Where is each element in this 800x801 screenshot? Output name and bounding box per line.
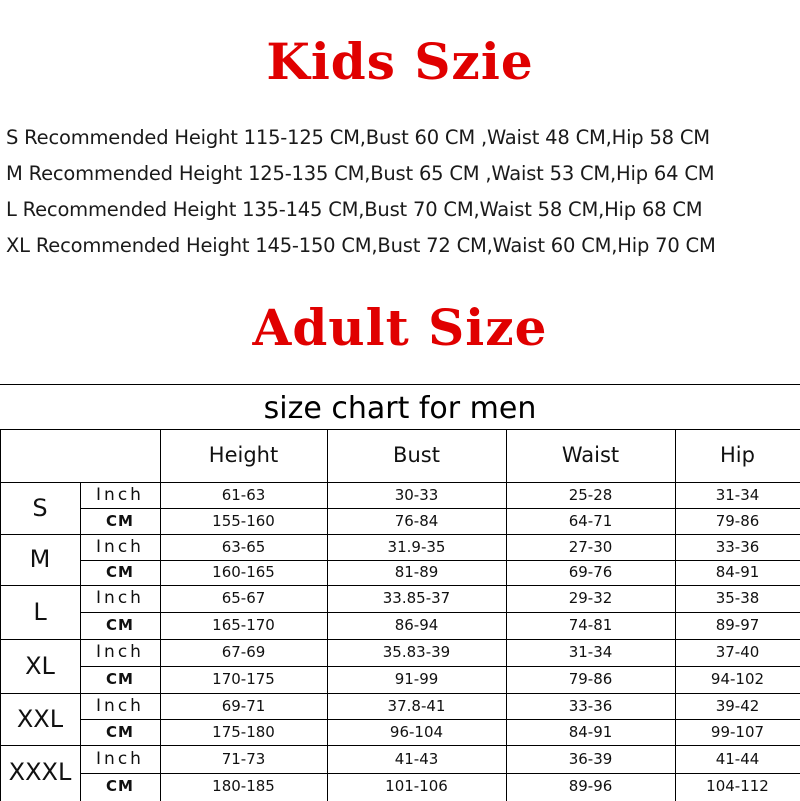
kids-size-list bbox=[6, 120, 800, 264]
kids-size-title: Kids Szie bbox=[266, 32, 534, 91]
measurement-value: 170-175 bbox=[212, 670, 275, 688]
measurement-value: 79-86 bbox=[568, 670, 613, 688]
measurement-value: 64-71 bbox=[568, 512, 613, 530]
measurement-value: 81-89 bbox=[394, 563, 439, 581]
size-label: M bbox=[29, 545, 51, 573]
measurement-value: 65-67 bbox=[221, 589, 266, 607]
measurement-value: 101-106 bbox=[385, 777, 448, 795]
measurement-value: 84-91 bbox=[568, 723, 613, 741]
measurement-value: 99-107 bbox=[710, 723, 765, 741]
header-bust: Bust bbox=[393, 443, 440, 467]
size-label: XXL bbox=[16, 705, 64, 733]
size-label: L bbox=[33, 598, 47, 626]
unit-label-cm: CM bbox=[106, 512, 134, 530]
measurement-value: 30-33 bbox=[394, 486, 439, 504]
unit-label-inch: Inch bbox=[96, 588, 144, 608]
unit-label-inch: Inch bbox=[96, 537, 144, 557]
measurement-value: 41-44 bbox=[715, 750, 760, 768]
unit-label-inch: Inch bbox=[96, 642, 144, 662]
unit-label-inch: Inch bbox=[96, 485, 144, 505]
measurement-value: 33.85-37 bbox=[382, 589, 451, 607]
measurement-value: 96-104 bbox=[389, 723, 444, 741]
unit-label-cm: CM bbox=[106, 563, 134, 581]
measurement-value: 104-112 bbox=[706, 777, 769, 795]
measurement-value: 155-160 bbox=[212, 512, 275, 530]
size-label: XXXL bbox=[8, 758, 72, 786]
measurement-value: 69-71 bbox=[221, 697, 266, 715]
measurement-value: 89-97 bbox=[715, 616, 760, 634]
size-label: S bbox=[32, 494, 48, 522]
measurement-value: 33-36 bbox=[715, 538, 760, 556]
measurement-value: 79-86 bbox=[715, 512, 760, 530]
kids-size-line-xl: XL Recommended Height 145-150 CM,Bust 72 CM,Waist 60 CM,Hip 70 CM bbox=[6, 234, 716, 257]
kids-size-line-m: M Recommended Height 125-135 CM,Bust 65 CM ,Waist 53 CM,Hip 64 CM bbox=[6, 162, 715, 185]
measurement-value: 31-34 bbox=[715, 486, 760, 504]
measurement-value: 69-76 bbox=[568, 563, 613, 581]
measurement-value: 37-40 bbox=[715, 643, 760, 661]
measurement-value: 67-69 bbox=[221, 643, 266, 661]
measurement-value: 31.9-35 bbox=[387, 538, 446, 556]
measurement-value: 35.83-39 bbox=[382, 643, 451, 661]
unit-label-cm: CM bbox=[106, 670, 134, 688]
header-waist: Waist bbox=[561, 443, 620, 467]
unit-label-cm: CM bbox=[106, 616, 134, 634]
unit-label-inch: Inch bbox=[96, 749, 144, 769]
adult-size-title: Adult Size bbox=[252, 298, 548, 357]
measurement-value: 91-99 bbox=[394, 670, 439, 688]
measurement-value: 76-84 bbox=[394, 512, 439, 530]
measurement-value: 36-39 bbox=[568, 750, 613, 768]
measurement-value: 41-43 bbox=[394, 750, 439, 768]
measurement-value: 89-96 bbox=[568, 777, 613, 795]
measurement-value: 63-65 bbox=[221, 538, 266, 556]
measurement-value: 165-170 bbox=[212, 616, 275, 634]
measurement-value: 86-94 bbox=[394, 616, 439, 634]
measurement-value: 180-185 bbox=[212, 777, 275, 795]
size-label: XL bbox=[25, 652, 55, 680]
kids-size-line-s: S Recommended Height 115-125 CM,Bust 60 CM ,Waist 48 CM,Hip 58 CM bbox=[6, 126, 710, 149]
measurement-value: 71-73 bbox=[221, 750, 266, 768]
measurement-value: 61-63 bbox=[221, 486, 266, 504]
measurement-value: 31-34 bbox=[568, 643, 613, 661]
measurement-value: 29-32 bbox=[568, 589, 613, 607]
measurement-value: 37.8-41 bbox=[387, 697, 446, 715]
measurement-value: 33-36 bbox=[568, 697, 613, 715]
measurement-value: 39-42 bbox=[715, 697, 760, 715]
measurement-value: 74-81 bbox=[568, 616, 613, 634]
measurement-value: 35-38 bbox=[715, 589, 760, 607]
header-hip: Hip bbox=[720, 443, 755, 467]
measurement-value: 94-102 bbox=[710, 670, 765, 688]
measurement-value: 160-165 bbox=[212, 563, 275, 581]
header-height: Height bbox=[208, 443, 279, 467]
measurement-value: 175-180 bbox=[212, 723, 275, 741]
size-chart-table bbox=[0, 384, 800, 801]
size-chart-title: size chart for men bbox=[263, 391, 537, 426]
measurement-value: 27-30 bbox=[568, 538, 613, 556]
kids-size-line-l: L Recommended Height 135-145 CM,Bust 70 CM,Waist 58 CM,Hip 68 CM bbox=[6, 198, 703, 221]
unit-label-cm: CM bbox=[106, 777, 134, 795]
measurement-value: 25-28 bbox=[568, 486, 613, 504]
measurement-value: 84-91 bbox=[715, 563, 760, 581]
unit-label-inch: Inch bbox=[96, 696, 144, 716]
unit-label-cm: CM bbox=[106, 723, 134, 741]
